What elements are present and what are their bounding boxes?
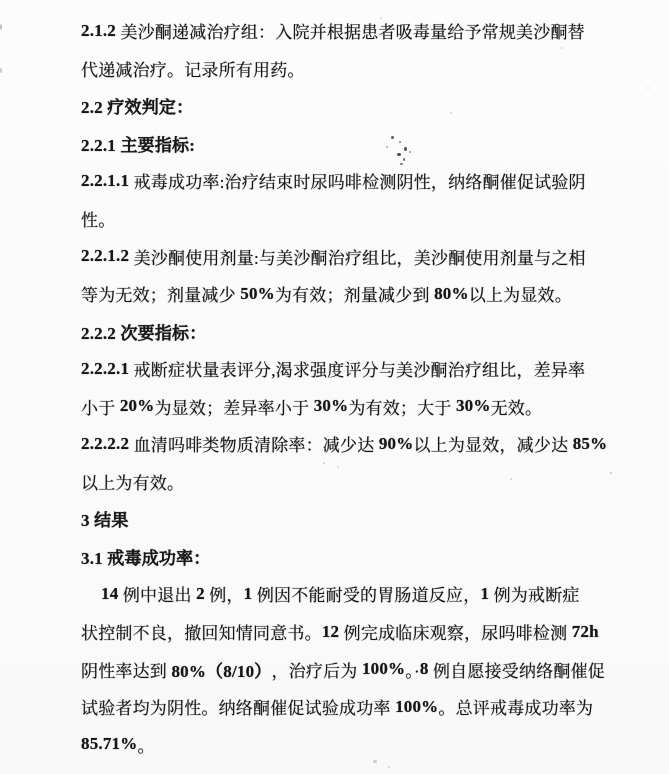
text-line-19 bbox=[81, 688, 641, 726]
body-text: 。 bbox=[137, 736, 155, 756]
emphasis-text: 2.2.1 主要指标: bbox=[81, 135, 196, 155]
body-text: 以上为有效。 bbox=[81, 473, 185, 493]
emphasis-text: 2.2.2.1 bbox=[81, 358, 130, 378]
text-line-1 bbox=[81, 12, 641, 50]
body-text: 例完成临床观察，尿吗啡检测 bbox=[339, 624, 572, 644]
emphasis-text: 85.71% bbox=[81, 734, 138, 754]
text-line-20 bbox=[81, 725, 641, 763]
scan-speck bbox=[647, 87, 649, 89]
text-line-12 bbox=[81, 425, 641, 463]
text-block bbox=[81, 12, 641, 763]
body-text: 例中退出 bbox=[118, 586, 197, 606]
body-text: 小于 bbox=[81, 398, 120, 418]
text-line-7 bbox=[81, 237, 641, 275]
body-text: 例为戒断症 bbox=[489, 586, 580, 606]
text-line-18 bbox=[81, 650, 641, 688]
body-text: 为有效；大于 bbox=[348, 398, 456, 418]
emphasis-text: 2.2.2.2 bbox=[81, 433, 130, 453]
emphasis-text: 3.1 戒毒成功率： bbox=[81, 548, 211, 568]
body-text: 等为无效；剂量减少 bbox=[81, 286, 241, 306]
emphasis-text: 85% bbox=[572, 433, 608, 453]
emphasis-text: 2.2 疗效判定： bbox=[81, 98, 194, 118]
body-text: 例因不能耐受的胃肠道反应， bbox=[252, 586, 481, 606]
body-text: 例， bbox=[204, 586, 244, 606]
emphasis-text: 2.2.2 次要指标： bbox=[81, 323, 207, 343]
body-text: 。总评戒毒成功率为 bbox=[438, 699, 594, 719]
body-text: 戒毒成功率:治疗结束时尿吗啡检测阴性，纳络酮催促试验阴 bbox=[129, 173, 586, 193]
body-text: 性。 bbox=[81, 211, 116, 230]
emphasis-text: 8 bbox=[419, 659, 429, 679]
emphasis-text: 90% bbox=[378, 433, 414, 453]
text-line-13 bbox=[81, 463, 641, 501]
body-text: 戒断症状量表评分,渴求强度评分与美沙酮治疗组比，差异率 bbox=[129, 361, 586, 381]
emphasis-text: 14 bbox=[101, 583, 119, 603]
scan-speck bbox=[0, 68, 2, 73]
text-line-10 bbox=[81, 350, 641, 388]
body-text: 无效。 bbox=[490, 398, 543, 418]
emphasis-text: 3 结果 bbox=[81, 511, 129, 531]
body-text: 代递减治疗。记录所有用药。 bbox=[81, 60, 305, 80]
text-line-11 bbox=[81, 387, 641, 425]
text-line-4 bbox=[81, 125, 641, 163]
emphasis-text: 2.1.2 bbox=[81, 20, 116, 40]
scan-speck bbox=[388, 766, 390, 768]
text-line-9 bbox=[81, 312, 641, 350]
body-text: 为显效；差异率小于 bbox=[154, 398, 314, 418]
emphasis-text: 1 bbox=[243, 583, 253, 603]
text-line-15 bbox=[81, 538, 641, 576]
text-line-17 bbox=[81, 613, 641, 651]
body-text: 。· bbox=[405, 661, 420, 681]
body-text: 以上为显效。 bbox=[468, 286, 572, 306]
text-line-16 bbox=[81, 575, 641, 613]
body-text: 状控制不良，撤回知情同意书。 bbox=[81, 624, 322, 644]
emphasis-text: 1 bbox=[480, 583, 490, 603]
emphasis-text: 30% bbox=[455, 396, 491, 416]
emphasis-text: 2 bbox=[196, 583, 205, 603]
text-line-8 bbox=[81, 275, 641, 313]
emphasis-text: 72h bbox=[571, 621, 599, 641]
emphasis-text: 12 bbox=[321, 621, 340, 641]
emphasis-text: 100% bbox=[395, 696, 439, 716]
emphasis-text: 30% bbox=[313, 396, 349, 416]
body-text: 以上为显效，减少达 bbox=[413, 436, 573, 456]
body-text: 试验者均为阴性。纳络酮催促试验成功率 bbox=[81, 699, 396, 719]
text-line-2 bbox=[81, 50, 641, 88]
text-line-6 bbox=[81, 200, 641, 238]
body-text: 例自愿接受纳络酮催促 bbox=[428, 661, 605, 681]
scan-speck bbox=[0, 24, 2, 30]
body-text: 美沙酮递减治疗组：入院并根据患者吸毒量给予常规美沙酮替 bbox=[116, 23, 585, 43]
emphasis-text: 2.2.1.1 bbox=[81, 170, 130, 190]
emphasis-text: 2.2.1.2 bbox=[81, 246, 130, 266]
body-text: 美沙酮使用剂量:与美沙酮治疗组比，美沙酮使用剂量与之相 bbox=[129, 248, 586, 268]
emphasis-text: 80% bbox=[434, 283, 469, 303]
body-text: 为有效；剂量减少到 bbox=[274, 286, 435, 306]
text-line-14 bbox=[81, 500, 641, 538]
emphasis-text: 20% bbox=[119, 396, 155, 416]
emphasis-text: 100% bbox=[361, 659, 406, 679]
body-text: ，治疗后为 bbox=[271, 661, 362, 681]
text-line-3 bbox=[81, 87, 641, 125]
body-text: 阴性率达到 bbox=[81, 661, 172, 681]
body-text: 血清吗啡类物质清除率：减少达 bbox=[129, 436, 379, 456]
emphasis-text: 50% bbox=[240, 283, 275, 303]
text-line-5 bbox=[81, 162, 641, 200]
emphasis-text: 80%（8/10） bbox=[171, 661, 272, 681]
